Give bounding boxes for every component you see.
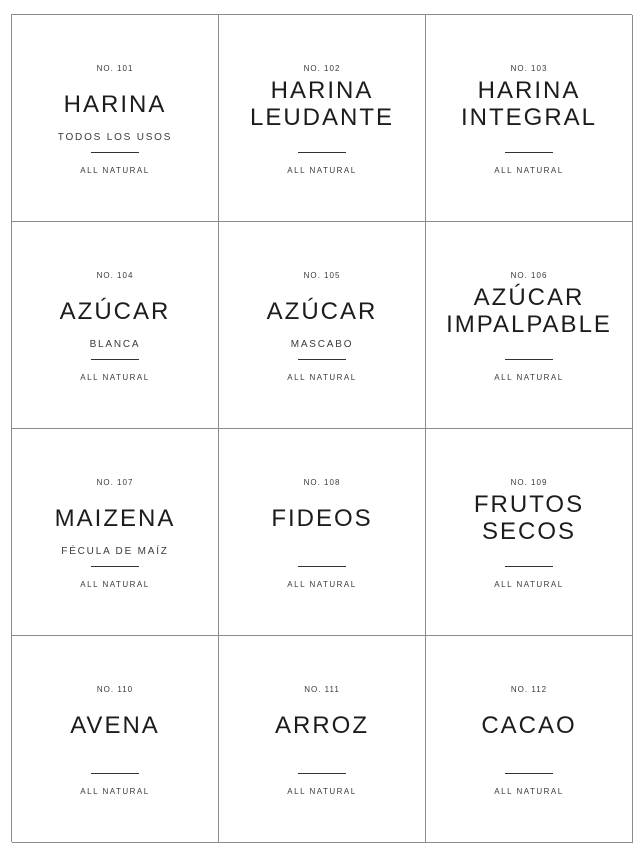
pantry-label-azucar-impalpable <box>426 222 633 429</box>
divider-line <box>298 359 346 360</box>
divider-line <box>505 566 553 567</box>
divider-line <box>91 359 139 360</box>
label-number: NO. 102 <box>303 64 341 73</box>
label-footer: ALL NATURAL <box>494 373 564 382</box>
label-footer: ALL NATURAL <box>494 166 564 175</box>
label-subtitle: FÉCULA DE MAÍZ <box>61 546 169 557</box>
label-title: FIDEOS <box>271 504 373 532</box>
label-number: NO. 107 <box>96 478 134 487</box>
label-number: NO. 111 <box>304 685 340 694</box>
label-footer: ALL NATURAL <box>494 580 564 589</box>
label-number: NO. 108 <box>303 478 341 487</box>
label-sheet <box>11 14 632 842</box>
label-title: AZÚCAR IMPALPABLE <box>446 284 612 338</box>
label-subtitle: MASCABO <box>290 339 354 350</box>
divider-line <box>505 359 553 360</box>
label-number: NO. 112 <box>510 685 548 694</box>
label-number: NO. 110 <box>96 685 134 694</box>
pantry-label-maizena <box>12 429 219 636</box>
label-title: ARROZ <box>275 711 369 739</box>
pantry-label-avena <box>12 636 219 843</box>
label-number: NO. 104 <box>96 271 134 280</box>
pantry-label-fideos <box>219 429 426 636</box>
pantry-label-frutos-secos <box>426 429 633 636</box>
pantry-label-harina-integral <box>426 15 633 222</box>
pantry-label-azucar-mascabo <box>219 222 426 429</box>
label-footer: ALL NATURAL <box>80 787 150 796</box>
pantry-label-arroz <box>219 636 426 843</box>
label-title: HARINA LEUDANTE <box>249 77 395 131</box>
divider-line <box>91 566 139 567</box>
pantry-label-harina-leudante <box>219 15 426 222</box>
label-number: NO. 103 <box>510 64 548 73</box>
divider-line <box>298 773 346 774</box>
label-number: NO. 109 <box>510 478 548 487</box>
label-footer: ALL NATURAL <box>80 580 150 589</box>
label-number: NO. 101 <box>96 64 134 73</box>
divider-line <box>91 152 139 153</box>
label-title: AVENA <box>70 711 160 739</box>
divider-line <box>91 773 139 774</box>
label-title: AZÚCAR <box>266 297 378 325</box>
label-title: HARINA INTEGRAL <box>460 77 598 131</box>
label-number: NO. 105 <box>303 271 341 280</box>
label-footer: ALL NATURAL <box>80 166 150 175</box>
pantry-label-cacao <box>426 636 633 843</box>
divider-line <box>505 773 553 774</box>
pantry-label-azucar-blanca <box>12 222 219 429</box>
label-subtitle: TODOS LOS USOS <box>57 132 173 143</box>
label-footer: ALL NATURAL <box>80 373 150 382</box>
label-footer: ALL NATURAL <box>287 580 357 589</box>
label-subtitle: BLANCA <box>89 339 141 350</box>
label-footer: ALL NATURAL <box>287 787 357 796</box>
label-footer: ALL NATURAL <box>494 787 564 796</box>
label-title: CACAO <box>481 711 577 739</box>
divider-line <box>505 152 553 153</box>
label-number: NO. 106 <box>510 271 548 280</box>
pantry-label-harina <box>12 15 219 222</box>
label-title: MAIZENA <box>54 504 176 532</box>
divider-line <box>298 566 346 567</box>
label-title: HARINA <box>63 90 167 118</box>
divider-line <box>298 152 346 153</box>
label-footer: ALL NATURAL <box>287 373 357 382</box>
label-title: AZÚCAR <box>59 297 171 325</box>
label-footer: ALL NATURAL <box>287 166 357 175</box>
label-title: FRUTOS SECOS <box>473 491 585 545</box>
